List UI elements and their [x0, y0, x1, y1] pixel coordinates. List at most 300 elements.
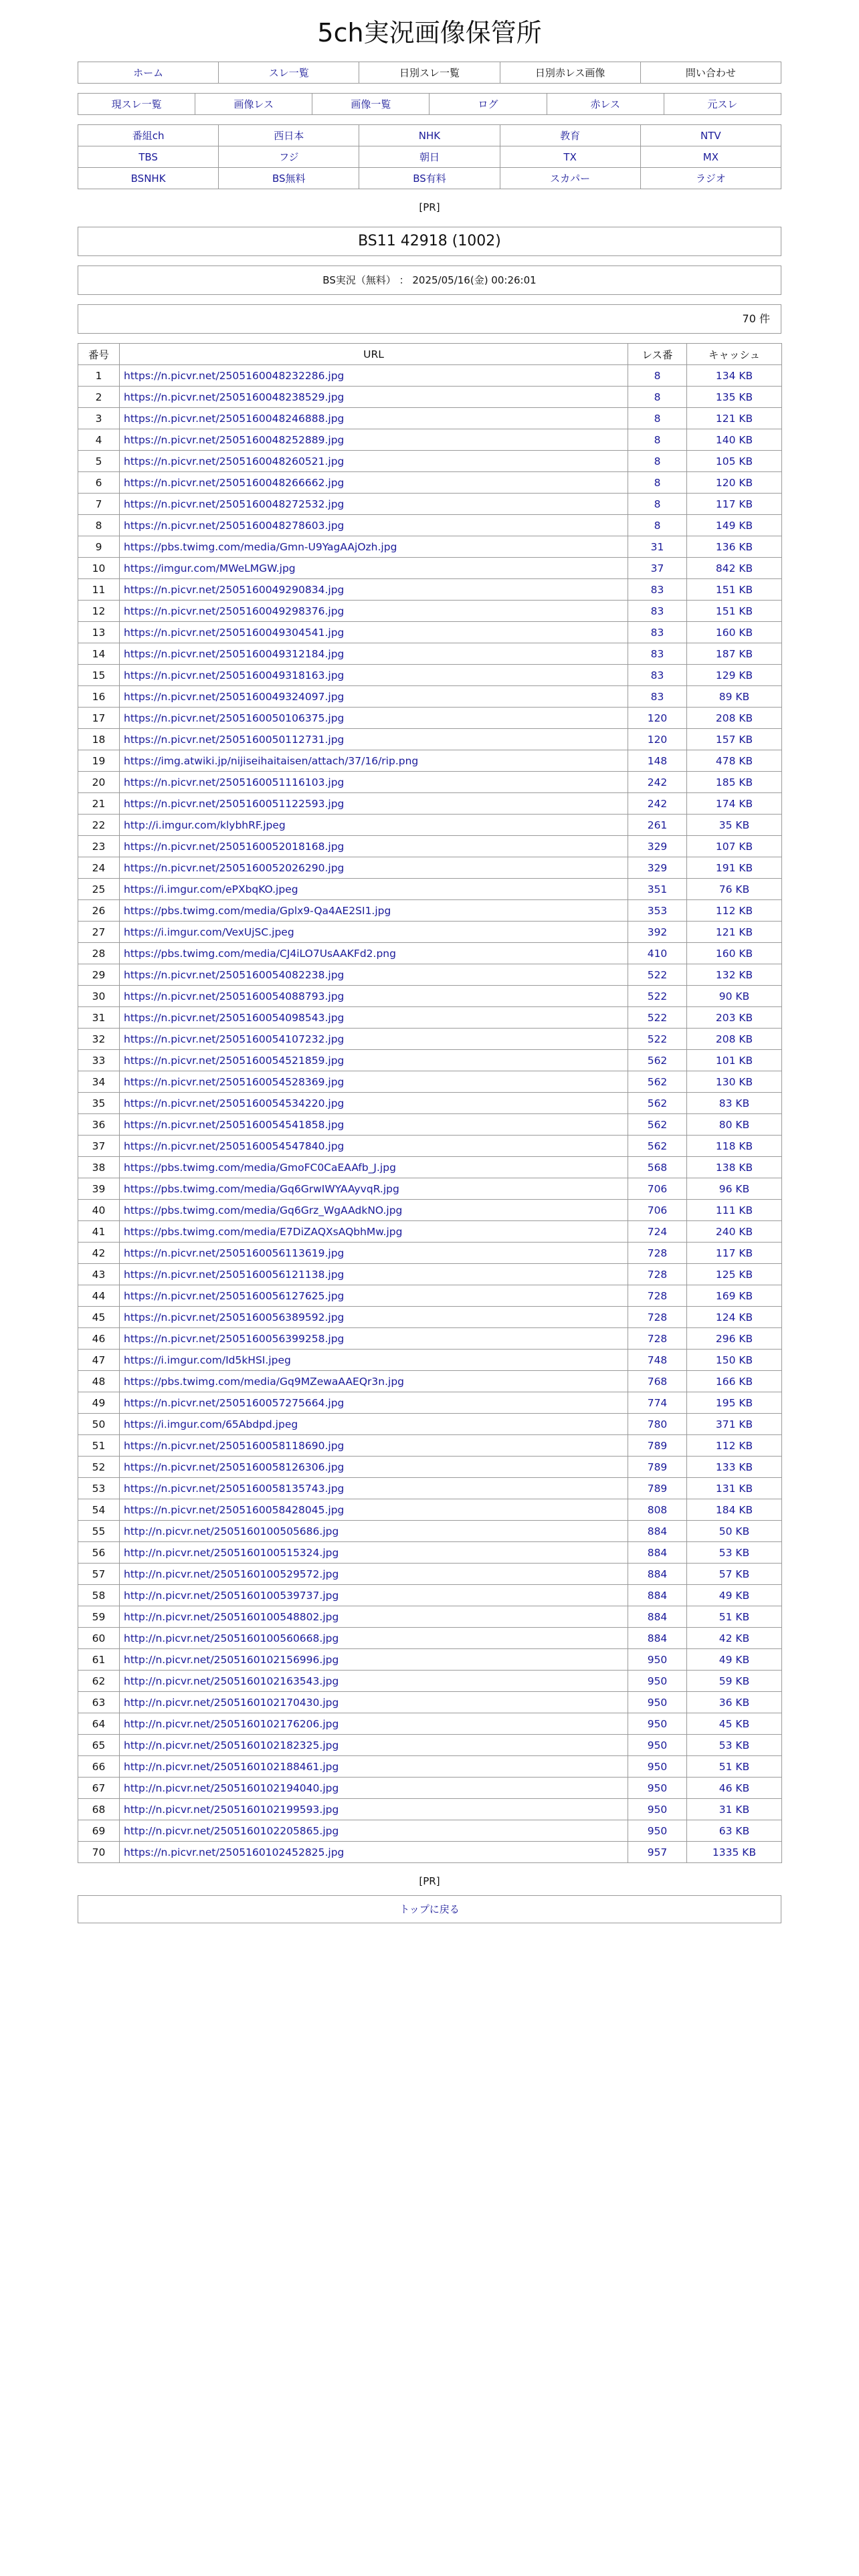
row-res-number-link[interactable]: 83 [650, 690, 664, 703]
nav-original-thread-link[interactable]: 元スレ [707, 98, 738, 110]
row-url-link[interactable]: https://n.picvr.net/2505160056113619.jpg [124, 1247, 345, 1259]
row-res-number-link[interactable]: 8 [654, 433, 661, 446]
row-number: 43 [78, 1264, 120, 1285]
row-res-number-link[interactable]: 242 [647, 797, 668, 810]
row-res-number-link[interactable]: 728 [647, 1289, 668, 1302]
row-res-number-link[interactable]: 950 [647, 1696, 668, 1709]
row-url-link[interactable]: https://n.picvr.net/2505160058428045.jpg [124, 1503, 345, 1516]
row-cache-size-link[interactable]: 49 KB [719, 1589, 750, 1602]
row-url-link[interactable]: https://pbs.twimg.com/media/Gq9MZewaAAEQr3n.jpg [124, 1375, 405, 1388]
row-cache-size-link[interactable]: 96 KB [719, 1182, 750, 1195]
row-res-number-link[interactable]: 83 [650, 669, 664, 681]
row-url-link[interactable]: https://n.picvr.net/2505160050112731.jpg [124, 733, 345, 746]
row-url-link[interactable]: http://n.picvr.net/2505160102170430.jpg [124, 1696, 339, 1709]
row-cache-size-link[interactable]: 80 KB [719, 1118, 750, 1131]
row-cache-size-link[interactable]: 51 KB [719, 1610, 750, 1623]
row-cache-size-link[interactable]: 1335 KB [712, 1846, 757, 1858]
row-res-number-link[interactable]: 884 [647, 1525, 668, 1537]
channel-link[interactable]: スカパー [550, 173, 591, 185]
row-cache-size-link[interactable]: 124 KB [715, 1311, 753, 1323]
row-res-number-link[interactable]: 950 [647, 1653, 668, 1666]
row-res-number-link[interactable]: 562 [647, 1097, 668, 1109]
row-url-link[interactable]: https://pbs.twimg.com/media/E7DiZAQXsAQbhMw.jpg [124, 1225, 403, 1238]
channel-link[interactable]: 西日本 [274, 130, 304, 142]
row-url-link[interactable]: https://n.picvr.net/2505160054098543.jpg [124, 1011, 345, 1024]
row-url-link[interactable]: https://n.picvr.net/2505160048232286.jpg [124, 369, 345, 382]
row-res-number-link[interactable]: 522 [647, 1033, 668, 1045]
row-url-link[interactable]: https://n.picvr.net/2505160056399258.jpg [124, 1332, 345, 1345]
row-res-number-link[interactable]: 8 [654, 412, 661, 425]
row-number: 53 [78, 1478, 120, 1499]
row-res-number-link[interactable]: 950 [647, 1675, 668, 1687]
row-number: 27 [78, 922, 120, 943]
table-row [78, 536, 782, 558]
row-cache-size-link[interactable]: 112 KB [715, 1439, 753, 1452]
row-url-link[interactable]: https://pbs.twimg.com/media/Gmn-U9YagAAjOzh.jpg [124, 540, 397, 553]
row-cache-size-link[interactable]: 240 KB [715, 1225, 753, 1238]
table-row [78, 1136, 782, 1157]
row-res-number-link[interactable]: 950 [647, 1760, 668, 1773]
table-row [78, 1649, 782, 1671]
row-url-link[interactable]: https://n.picvr.net/2505160102452825.jpg [124, 1846, 345, 1858]
row-res-number-link[interactable]: 728 [647, 1311, 668, 1323]
table-row [78, 1756, 782, 1778]
row-url-link[interactable]: http://n.picvr.net/2505160100560668.jpg [124, 1632, 339, 1644]
row-res-number-link[interactable]: 789 [647, 1439, 668, 1452]
row-number: 65 [78, 1735, 120, 1756]
table-row [78, 1264, 782, 1285]
row-cache-size-link[interactable]: 174 KB [715, 797, 753, 810]
row-res-number-link[interactable]: 808 [647, 1503, 668, 1516]
row-number: 4 [78, 429, 120, 451]
channel-link[interactable]: TX [563, 150, 577, 163]
row-res-number-link[interactable]: 329 [647, 840, 668, 853]
channel-link[interactable]: NTV [700, 129, 721, 142]
row-cache-size-link[interactable]: 195 KB [715, 1396, 753, 1409]
row-res-number-link[interactable]: 724 [647, 1225, 668, 1238]
row-number: 14 [78, 643, 120, 665]
row-number: 8 [78, 515, 120, 536]
row-cache-size-link[interactable]: 90 KB [719, 990, 750, 1002]
table-row [78, 836, 782, 857]
channel-link[interactable]: MX [702, 150, 719, 163]
row-url-link[interactable]: https://n.picvr.net/2505160054107232.jpg [124, 1033, 345, 1045]
item-count: 70 件 [78, 304, 781, 334]
row-cache-size-link[interactable]: 478 KB [715, 754, 753, 767]
channel-link[interactable]: 朝日 [419, 151, 440, 163]
column-header-res: レス番 [628, 344, 687, 365]
row-res-number-link[interactable]: 884 [647, 1568, 668, 1580]
row-cache-size-link[interactable]: 53 KB [719, 1739, 750, 1751]
row-url-link[interactable]: https://pbs.twimg.com/media/Gplx9-Qa4AE2SI1.jpg [124, 904, 391, 917]
row-url-link[interactable]: https://n.picvr.net/2505160054082238.jpg [124, 968, 345, 981]
channel-link[interactable]: ラジオ [695, 173, 726, 185]
row-cache-size-link[interactable]: 134 KB [715, 369, 753, 382]
row-cache-size-link[interactable]: 31 KB [719, 1803, 750, 1816]
row-res-number-link[interactable]: 706 [647, 1182, 668, 1195]
row-number: 62 [78, 1671, 120, 1692]
row-url-link[interactable]: https://n.picvr.net/2505160058126306.jpg [124, 1461, 345, 1473]
nav-daily-red-images-link[interactable]: 日別赤レス画像 [535, 67, 605, 79]
row-number: 13 [78, 622, 120, 643]
table-row [78, 558, 782, 579]
row-res-number-link[interactable]: 353 [647, 904, 668, 917]
row-cache-size-link[interactable]: 136 KB [715, 540, 753, 553]
table-row [78, 793, 782, 815]
row-res-number-link[interactable]: 568 [647, 1161, 668, 1174]
row-res-number-link[interactable]: 120 [647, 733, 668, 746]
row-res-number-link[interactable]: 8 [654, 476, 661, 489]
table-row [78, 1671, 782, 1692]
row-url-link[interactable]: https://pbs.twimg.com/media/Gq6Grz_WgAAdkNO.jpg [124, 1204, 403, 1216]
row-res-number-link[interactable]: 562 [647, 1054, 668, 1067]
row-url-link[interactable]: https://n.picvr.net/2505160051122593.jpg [124, 797, 345, 810]
row-cache-size-link[interactable]: 112 KB [715, 904, 753, 917]
row-cache-size-link[interactable]: 121 KB [715, 926, 753, 938]
row-cache-size-link[interactable]: 208 KB [715, 712, 753, 724]
row-url-link[interactable]: https://n.picvr.net/2505160048252889.jpg [124, 433, 345, 446]
row-url-link[interactable]: https://n.picvr.net/2505160048260521.jpg [124, 455, 345, 467]
table-row [78, 1050, 782, 1071]
row-res-number-link[interactable]: 706 [647, 1204, 668, 1216]
row-url-link[interactable]: https://n.picvr.net/2505160056389592.jpg [124, 1311, 345, 1323]
row-cache-size-link[interactable]: 187 KB [715, 647, 753, 660]
row-cache-size-link[interactable]: 118 KB [715, 1140, 753, 1152]
row-url-link[interactable]: https://n.picvr.net/2505160057275664.jpg [124, 1396, 345, 1409]
row-url-link[interactable]: https://n.picvr.net/2505160048238529.jpg [124, 391, 345, 403]
row-url-link[interactable]: https://img.atwiki.jp/nijiseihaitaisen/attach/37/16/rip.png [124, 754, 419, 767]
row-url-link[interactable]: https://pbs.twimg.com/media/GmoFC0CaEAAfb_J.jpg [124, 1161, 396, 1174]
row-res-number-link[interactable]: 120 [647, 712, 668, 724]
row-res-number-link[interactable]: 748 [647, 1354, 668, 1366]
row-cache-size-link[interactable]: 135 KB [715, 391, 753, 403]
row-url-link[interactable]: https://n.picvr.net/2505160048246888.jpg [124, 412, 345, 425]
row-cache-size-link[interactable]: 296 KB [715, 1332, 753, 1345]
row-cache-size-link[interactable]: 166 KB [715, 1375, 753, 1388]
row-cache-size-link[interactable]: 157 KB [715, 733, 753, 746]
row-url-link[interactable]: http://n.picvr.net/2505160102205865.jpg [124, 1824, 339, 1837]
row-cache-size-link[interactable]: 151 KB [715, 583, 753, 596]
row-cache-size-link[interactable]: 150 KB [715, 1354, 753, 1366]
row-url-link[interactable]: https://n.picvr.net/2505160051116103.jpg [124, 776, 345, 788]
row-url-link[interactable]: https://n.picvr.net/2505160049312184.jpg [124, 647, 345, 660]
row-number: 63 [78, 1692, 120, 1713]
row-cache-size-link[interactable]: 107 KB [715, 840, 753, 853]
row-cache-size-link[interactable]: 50 KB [719, 1525, 750, 1537]
row-cache-size-link[interactable]: 49 KB [719, 1653, 750, 1666]
channel-link[interactable]: フジ [279, 151, 299, 163]
row-url-link[interactable]: https://n.picvr.net/2505160049324097.jpg [124, 690, 345, 703]
row-res-number-link[interactable]: 957 [647, 1846, 668, 1858]
row-res-number-link[interactable]: 410 [647, 947, 668, 960]
row-cache-size-link[interactable]: 132 KB [715, 968, 753, 981]
row-number: 19 [78, 750, 120, 772]
row-cache-size-link[interactable]: 140 KB [715, 433, 753, 446]
row-cache-size-link[interactable]: 76 KB [719, 883, 750, 895]
row-url-link[interactable]: https://n.picvr.net/2505160058118690.jpg [124, 1439, 345, 1452]
row-cache-size-link[interactable]: 133 KB [715, 1461, 753, 1473]
row-url-link[interactable]: https://n.picvr.net/2505160054541858.jpg [124, 1118, 345, 1131]
row-url-link[interactable]: http://n.picvr.net/2505160100515324.jpg [124, 1546, 339, 1559]
channel-link[interactable]: BS無料 [272, 173, 306, 185]
nav-thread-list-link[interactable]: スレ一覧 [268, 67, 309, 79]
table-row [78, 1392, 782, 1414]
row-url-link[interactable]: http://n.picvr.net/2505160102199593.jpg [124, 1803, 339, 1816]
row-cache-size-link[interactable]: 117 KB [715, 498, 753, 510]
row-cache-size-link[interactable]: 117 KB [715, 1247, 753, 1259]
row-number: 39 [78, 1178, 120, 1200]
row-number: 51 [78, 1435, 120, 1457]
row-res-number-link[interactable]: 780 [647, 1418, 668, 1430]
channel-link[interactable]: 教育 [560, 130, 581, 142]
row-res-number-link[interactable]: 522 [647, 1011, 668, 1024]
row-res-number-link[interactable]: 950 [647, 1824, 668, 1837]
column-header-cache: キャッシュ [687, 344, 782, 365]
table-row [78, 579, 782, 601]
row-res-number-link[interactable]: 562 [647, 1118, 668, 1131]
table-row [78, 1307, 782, 1328]
row-number: 50 [78, 1414, 120, 1435]
row-cache-size-link[interactable]: 35 KB [719, 819, 750, 831]
row-url-link[interactable]: https://n.picvr.net/2505160054528369.jpg [124, 1075, 345, 1088]
row-url-link[interactable]: http://i.imgur.com/klybhRF.jpeg [124, 819, 286, 831]
row-number: 12 [78, 601, 120, 622]
nav-log-link[interactable]: ログ [478, 98, 498, 110]
row-res-number-link[interactable]: 562 [647, 1075, 668, 1088]
row-cache-size-link[interactable]: 169 KB [715, 1289, 753, 1302]
table-row [78, 1435, 782, 1457]
row-cache-size-link[interactable]: 45 KB [719, 1717, 750, 1730]
row-res-number-link[interactable]: 884 [647, 1546, 668, 1559]
row-url-link[interactable]: http://n.picvr.net/2505160100539737.jpg [124, 1589, 339, 1602]
row-cache-size-link[interactable]: 160 KB [715, 626, 753, 639]
row-cache-size-link[interactable]: 129 KB [715, 669, 753, 681]
row-number: 48 [78, 1371, 120, 1392]
row-number: 11 [78, 579, 120, 601]
row-url-link[interactable]: https://n.picvr.net/2505160058135743.jpg [124, 1482, 345, 1495]
row-url-link[interactable]: https://n.picvr.net/2505160056121138.jpg [124, 1268, 345, 1281]
row-res-number-link[interactable]: 562 [647, 1140, 668, 1152]
row-url-link[interactable]: https://n.picvr.net/2505160049298376.jpg [124, 605, 345, 617]
row-cache-size-link[interactable]: 160 KB [715, 947, 753, 960]
row-res-number-link[interactable]: 884 [647, 1589, 668, 1602]
row-res-number-link[interactable]: 768 [647, 1375, 668, 1388]
row-url-link[interactable]: https://n.picvr.net/2505160052026290.jpg [124, 861, 345, 874]
table-row [78, 1178, 782, 1200]
row-url-link[interactable]: https://pbs.twimg.com/media/Gq6GrwIWYAAyvqR.jpg [124, 1182, 399, 1195]
row-res-number-link[interactable]: 728 [647, 1247, 668, 1259]
table-row [78, 472, 782, 494]
row-cache-size-link[interactable]: 51 KB [719, 1760, 750, 1773]
row-cache-size-link[interactable]: 59 KB [719, 1675, 750, 1687]
row-res-number-link[interactable]: 261 [647, 819, 668, 831]
row-cache-size-link[interactable]: 120 KB [715, 476, 753, 489]
row-res-number-link[interactable]: 8 [654, 391, 661, 403]
row-url-link[interactable]: http://n.picvr.net/2505160102182325.jpg [124, 1739, 339, 1751]
row-res-number-link[interactable]: 774 [647, 1396, 668, 1409]
nav-image-res-link[interactable]: 画像レス [233, 98, 274, 110]
row-number: 25 [78, 879, 120, 900]
table-row [78, 1157, 782, 1178]
row-url-link[interactable]: http://n.picvr.net/2505160102163543.jpg [124, 1675, 339, 1687]
column-header-url: URL [120, 344, 628, 365]
row-res-number-link[interactable]: 83 [650, 605, 664, 617]
row-res-number-link[interactable]: 950 [647, 1739, 668, 1751]
row-cache-size-link[interactable]: 89 KB [719, 690, 750, 703]
row-number: 61 [78, 1649, 120, 1671]
row-res-number-link[interactable]: 8 [654, 519, 661, 532]
channel-link[interactable]: 番組ch [132, 130, 165, 142]
table-row [78, 365, 782, 387]
row-res-number-link[interactable]: 728 [647, 1332, 668, 1345]
row-url-link[interactable]: http://n.picvr.net/2505160102194040.jpg [124, 1782, 339, 1794]
row-url-link[interactable]: http://n.picvr.net/2505160102156996.jpg [124, 1653, 339, 1666]
row-res-number-link[interactable]: 8 [654, 369, 661, 382]
row-res-number-link[interactable]: 37 [650, 562, 664, 574]
row-url-link[interactable]: http://n.picvr.net/2505160100548802.jpg [124, 1610, 339, 1623]
row-cache-size-link[interactable]: 125 KB [715, 1268, 753, 1281]
row-res-number-link[interactable]: 884 [647, 1610, 668, 1623]
row-res-number-link[interactable]: 83 [650, 583, 664, 596]
row-cache-size-link[interactable]: 53 KB [719, 1546, 750, 1559]
row-cache-size-link[interactable]: 36 KB [719, 1696, 750, 1709]
row-number: 69 [78, 1820, 120, 1842]
row-cache-size-link[interactable]: 105 KB [715, 455, 753, 467]
row-url-link[interactable]: https://n.picvr.net/2505160056127625.jpg [124, 1289, 345, 1302]
nav-red-res-link[interactable]: 赤レス [590, 98, 620, 110]
table-row [78, 1071, 782, 1093]
row-cache-size-link[interactable]: 842 KB [715, 562, 753, 574]
row-res-number-link[interactable]: 950 [647, 1782, 668, 1794]
row-cache-size-link[interactable]: 101 KB [715, 1054, 753, 1067]
row-res-number-link[interactable]: 789 [647, 1482, 668, 1495]
row-res-number-link[interactable]: 950 [647, 1717, 668, 1730]
row-url-link[interactable]: https://i.imgur.com/65Abdpd.jpeg [124, 1418, 298, 1430]
row-url-link[interactable]: http://n.picvr.net/2505160100529572.jpg [124, 1568, 339, 1580]
table-row [78, 986, 782, 1007]
nav-image-list-link[interactable]: 画像一覧 [351, 98, 391, 110]
row-number: 40 [78, 1200, 120, 1221]
row-cache-size-link[interactable]: 185 KB [715, 776, 753, 788]
row-cache-size-link[interactable]: 371 KB [715, 1418, 753, 1430]
row-url-link[interactable]: http://n.picvr.net/2505160100505686.jpg [124, 1525, 339, 1537]
row-res-number-link[interactable]: 950 [647, 1803, 668, 1816]
row-res-number-link[interactable]: 522 [647, 968, 668, 981]
row-res-number-link[interactable]: 392 [647, 926, 668, 938]
row-number: 52 [78, 1457, 120, 1478]
table-row [78, 643, 782, 665]
row-url-link[interactable]: https://pbs.twimg.com/media/CJ4iLO7UsAAKFd2.png [124, 947, 396, 960]
row-cache-size-link[interactable]: 131 KB [715, 1482, 753, 1495]
row-cache-size-link[interactable]: 208 KB [715, 1033, 753, 1045]
table-row [78, 1799, 782, 1820]
row-res-number-link[interactable]: 351 [647, 883, 668, 895]
row-res-number-link[interactable]: 83 [650, 647, 664, 660]
row-number: 56 [78, 1542, 120, 1564]
row-res-number-link[interactable]: 789 [647, 1461, 668, 1473]
row-url-link[interactable]: https://n.picvr.net/2505160052018168.jpg [124, 840, 345, 853]
table-row [78, 1499, 782, 1521]
row-number: 66 [78, 1756, 120, 1778]
table-row [78, 1478, 782, 1499]
row-cache-size-link[interactable]: 149 KB [715, 519, 753, 532]
row-number: 58 [78, 1585, 120, 1606]
table-row [78, 686, 782, 708]
row-url-link[interactable]: http://n.picvr.net/2505160102176206.jpg [124, 1717, 339, 1730]
row-cache-size-link[interactable]: 46 KB [719, 1782, 750, 1794]
row-res-number-link[interactable]: 8 [654, 455, 661, 467]
row-url-link[interactable]: https://n.picvr.net/2505160048266662.jpg [124, 476, 345, 489]
row-res-number-link[interactable]: 728 [647, 1268, 668, 1281]
row-res-number-link[interactable]: 148 [647, 754, 668, 767]
row-number: 23 [78, 836, 120, 857]
row-url-link[interactable]: https://n.picvr.net/2505160048278603.jpg [124, 519, 345, 532]
row-url-link[interactable]: https://n.picvr.net/2505160054088793.jpg [124, 990, 345, 1002]
row-cache-size-link[interactable]: 63 KB [719, 1824, 750, 1837]
row-number: 20 [78, 772, 120, 793]
row-res-number-link[interactable]: 31 [650, 540, 664, 553]
row-cache-size-link[interactable]: 42 KB [719, 1632, 750, 1644]
row-cache-size-link[interactable]: 184 KB [715, 1503, 753, 1516]
row-url-link[interactable]: http://n.picvr.net/2505160102188461.jpg [124, 1760, 339, 1773]
row-res-number-link[interactable]: 884 [647, 1632, 668, 1644]
table-row [78, 1350, 782, 1371]
row-url-link[interactable]: https://i.imgur.com/Id5kHSI.jpeg [124, 1354, 291, 1366]
row-url-link[interactable]: https://n.picvr.net/2505160054534220.jpg [124, 1097, 345, 1109]
row-cache-size-link[interactable]: 130 KB [715, 1075, 753, 1088]
row-number: 18 [78, 729, 120, 750]
row-url-link[interactable]: https://n.picvr.net/2505160049318163.jpg [124, 669, 345, 681]
row-cache-size-link[interactable]: 121 KB [715, 412, 753, 425]
nav-current-threads-link[interactable]: 現スレ一覧 [111, 98, 162, 110]
row-res-number-link[interactable]: 242 [647, 776, 668, 788]
channel-link[interactable]: BS有料 [413, 173, 446, 185]
row-url-link[interactable]: https://n.picvr.net/2505160054521859.jpg [124, 1054, 345, 1067]
row-res-number-link[interactable]: 83 [650, 626, 664, 639]
row-cache-size-link[interactable]: 111 KB [715, 1204, 753, 1216]
back-to-top-link[interactable]: トップに戻る [399, 1903, 460, 1915]
row-url-link[interactable]: https://n.picvr.net/2505160050106375.jpg [124, 712, 345, 724]
row-number: 16 [78, 686, 120, 708]
channel-link[interactable]: NHK [418, 129, 441, 142]
row-cache-size-link[interactable]: 83 KB [719, 1097, 750, 1109]
row-cache-size-link[interactable]: 151 KB [715, 605, 753, 617]
row-url-link[interactable]: https://n.picvr.net/2505160048272532.jpg [124, 498, 345, 510]
row-number: 29 [78, 964, 120, 986]
nav-daily-thread-list-link[interactable]: 日別スレ一覧 [399, 67, 460, 79]
row-number: 7 [78, 494, 120, 515]
row-res-number-link[interactable]: 8 [654, 498, 661, 510]
row-url-link[interactable]: https://n.picvr.net/2505160049290834.jpg [124, 583, 345, 596]
nav-home-link[interactable]: ホーム [133, 67, 164, 79]
row-cache-size-link[interactable]: 57 KB [719, 1568, 750, 1580]
row-cache-size-link[interactable]: 138 KB [715, 1161, 753, 1174]
row-res-number-link[interactable]: 522 [647, 990, 668, 1002]
row-number: 3 [78, 408, 120, 429]
channel-link[interactable]: TBS [138, 150, 158, 163]
channel-link[interactable]: BSNHK [130, 172, 166, 185]
row-cache-size-link[interactable]: 191 KB [715, 861, 753, 874]
row-url-link[interactable]: https://imgur.com/MWeLMGW.jpg [124, 562, 296, 574]
row-url-link[interactable]: https://i.imgur.com/VexUjSC.jpeg [124, 926, 294, 938]
row-url-link[interactable]: https://n.picvr.net/2505160049304541.jpg [124, 626, 345, 639]
table-row [78, 1221, 782, 1243]
row-url-link[interactable]: https://i.imgur.com/ePXbqKO.jpeg [124, 883, 298, 895]
row-res-number-link[interactable]: 329 [647, 861, 668, 874]
nav-contact-link[interactable]: 問い合わせ [685, 67, 736, 79]
row-url-link[interactable]: https://n.picvr.net/2505160054547840.jpg [124, 1140, 345, 1152]
row-cache-size-link[interactable]: 203 KB [715, 1011, 753, 1024]
